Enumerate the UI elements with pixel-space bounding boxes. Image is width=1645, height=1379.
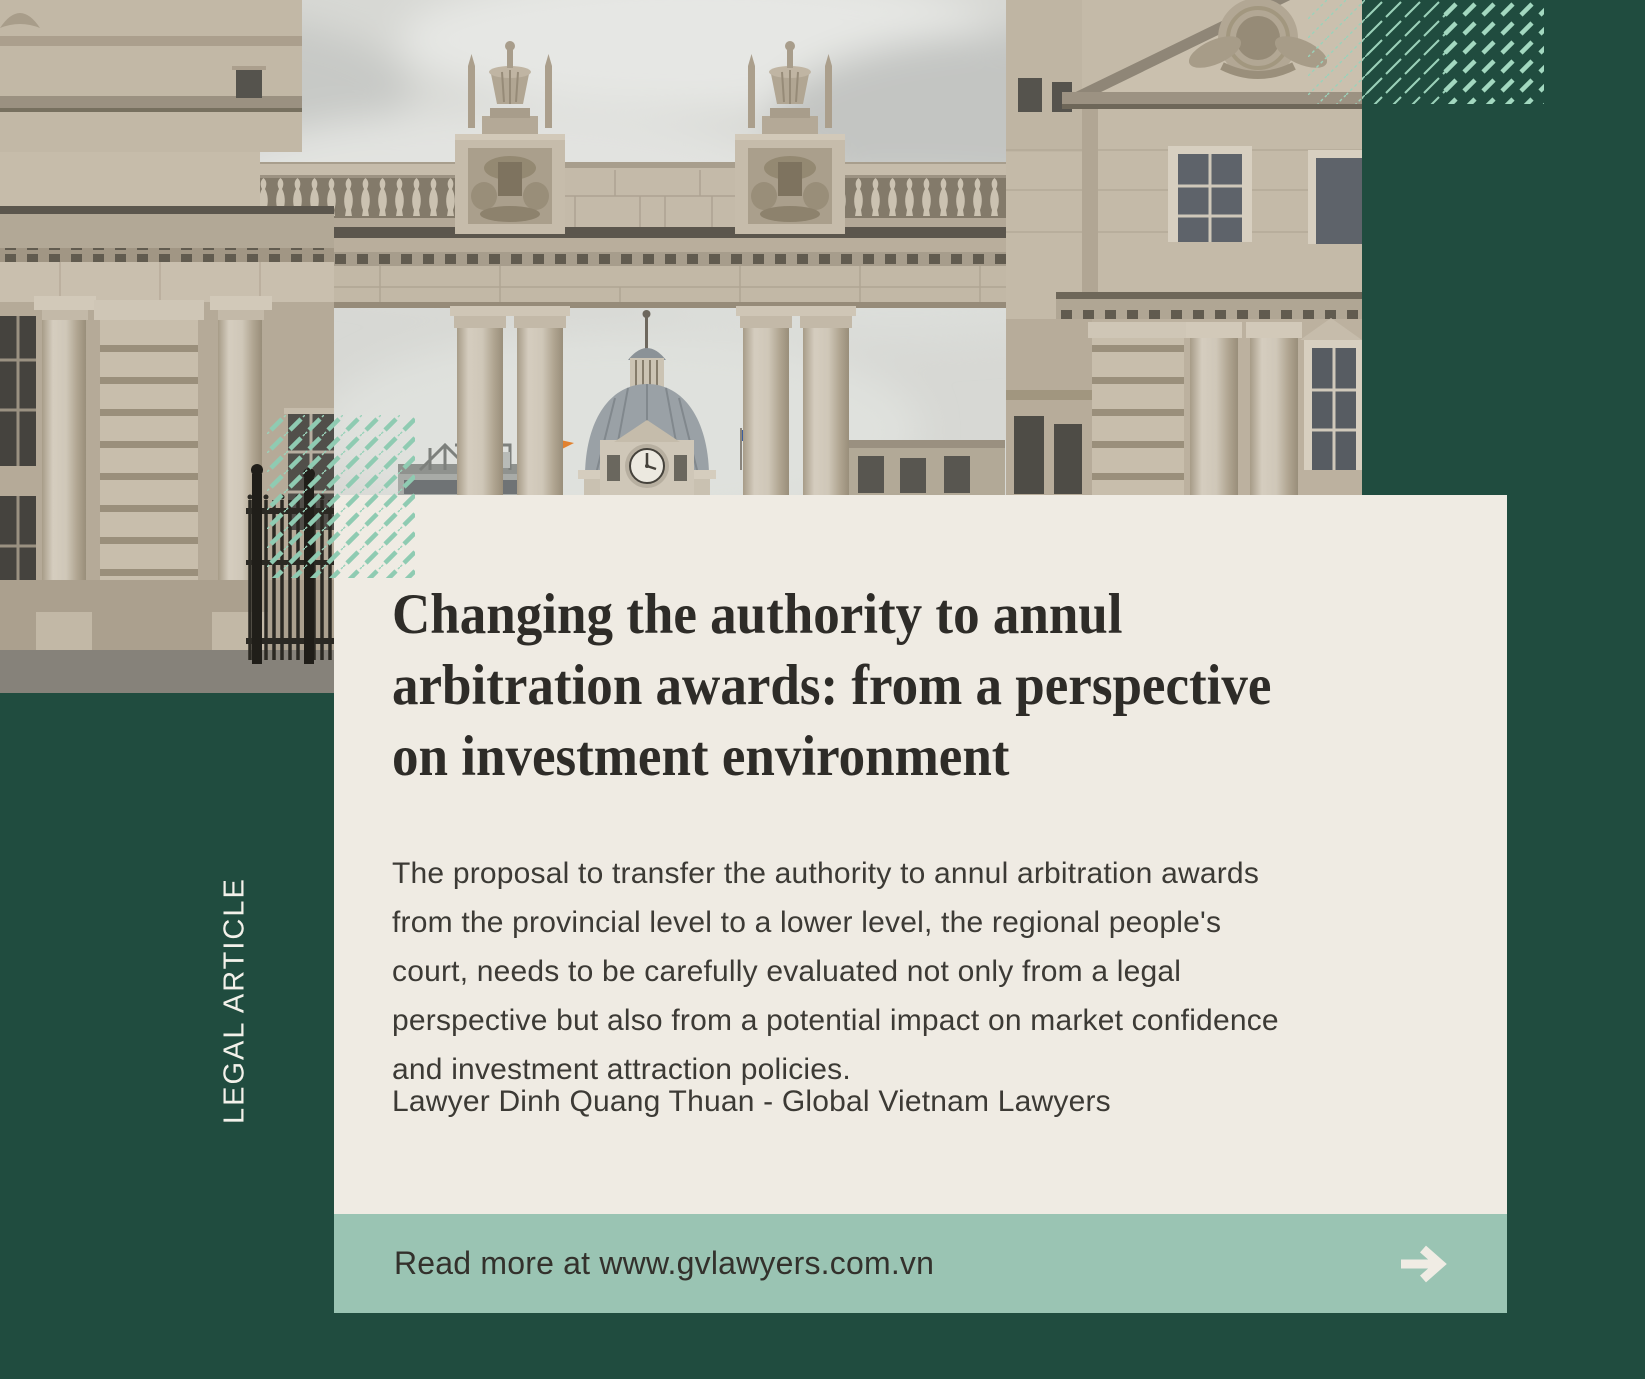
article-attribution: Lawyer Dinh Quang Thuan - Global Vietnam Lawyers [392, 1085, 1111, 1118]
arrow-right-icon[interactable] [1399, 1244, 1449, 1284]
article-title-line: Changing the authority to annul [392, 583, 1123, 646]
article-summary [392, 849, 1279, 1094]
article-summary-line: and investment attraction policies. [392, 1053, 851, 1086]
article-summary-line: The proposal to transfer the authority to annul arbitration awards [392, 857, 1260, 890]
article-title-line: on investment environment [392, 725, 1010, 788]
left-wing [0, 0, 334, 693]
article-summary-line: perspective but also from a potential impact on market confidence [392, 1004, 1279, 1037]
article-card [334, 495, 1507, 1214]
diagonal-hatch-pattern-top-right [1308, 0, 1544, 104]
read-more-text: Read more at www.gvlawyers.com.vn [394, 1245, 935, 1281]
diagonal-hatch-pattern-left [267, 415, 415, 578]
article-summary-line: from the provincial level to a lower level, the regional people's [392, 906, 1222, 939]
category-vertical-label: LEGAL ARTICLE [218, 877, 251, 1125]
article-summary-line: court, needs to be carefully evaluated not only from a legal [392, 955, 1182, 988]
article-title-line: arbitration awards: from a perspective [392, 654, 1272, 717]
read-more-bar[interactable] [334, 1214, 1507, 1313]
article-title [392, 579, 1271, 792]
clock [625, 444, 669, 488]
